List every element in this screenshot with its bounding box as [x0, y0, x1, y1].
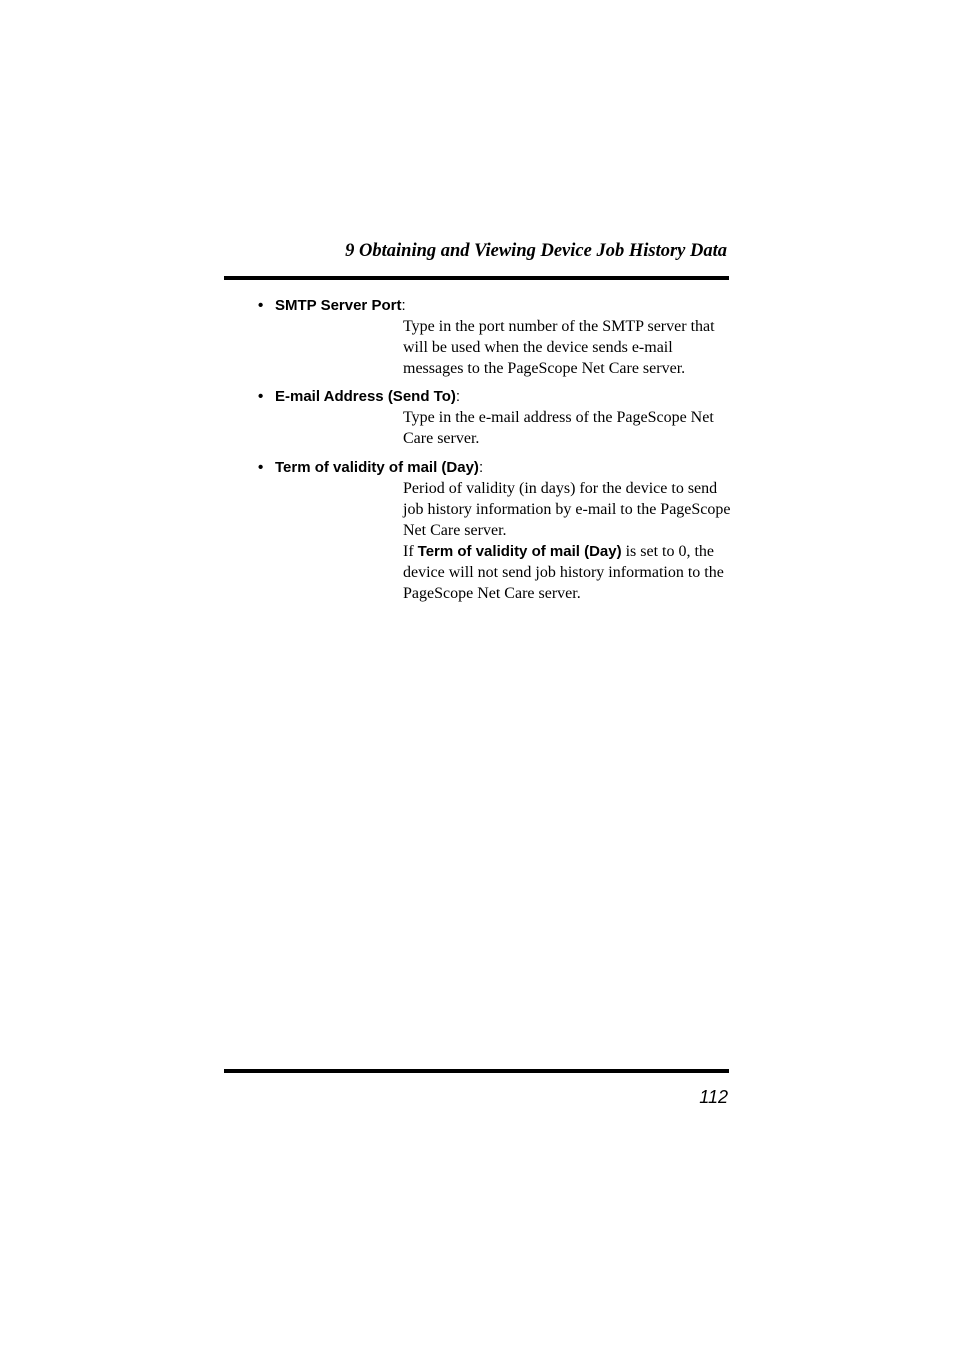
note-suffix: is set to 0, the device will not send job history information to the PageScope Net Care server. — [403, 543, 724, 602]
description-text: Type in the e-mail address of the PageScope Net Care server. — [403, 409, 714, 447]
item-term: SMTP Server Port — [275, 297, 402, 314]
description-text: Period of validity (in days) for the device to send job history information by e-mail to the PageScope Net Care server. — [403, 480, 731, 539]
item-description — [403, 478, 733, 604]
list-item — [258, 458, 738, 604]
item-description — [403, 407, 733, 449]
list-item — [258, 387, 738, 449]
header-rule — [224, 276, 729, 280]
page-number: 112 — [699, 1087, 728, 1107]
chapter-title: 9 Obtaining and Viewing Device Job History Data — [345, 241, 727, 261]
description-text: Type in the port number of the SMTP server that will be used when the device sends e-mail messages to the PageScope Net Care server. — [403, 318, 715, 377]
bullet: • — [258, 388, 264, 405]
item-heading — [258, 458, 738, 478]
item-term: Term of validity of mail (Day) — [275, 459, 479, 476]
term-colon: : — [401, 297, 406, 314]
item-description — [403, 316, 733, 379]
item-heading — [258, 296, 738, 316]
note-prefix: If — [403, 543, 418, 560]
bullet: • — [258, 297, 264, 314]
item-term: E-mail Address (Send To) — [275, 388, 456, 405]
term-colon: : — [478, 459, 484, 476]
list-item — [258, 296, 738, 379]
footer-rule — [224, 1069, 729, 1073]
term-colon: : — [455, 388, 461, 405]
note-term: Term of validity of mail (Day) — [417, 543, 622, 560]
item-heading — [258, 387, 738, 407]
description-note — [403, 541, 733, 604]
bullet: • — [258, 459, 264, 476]
